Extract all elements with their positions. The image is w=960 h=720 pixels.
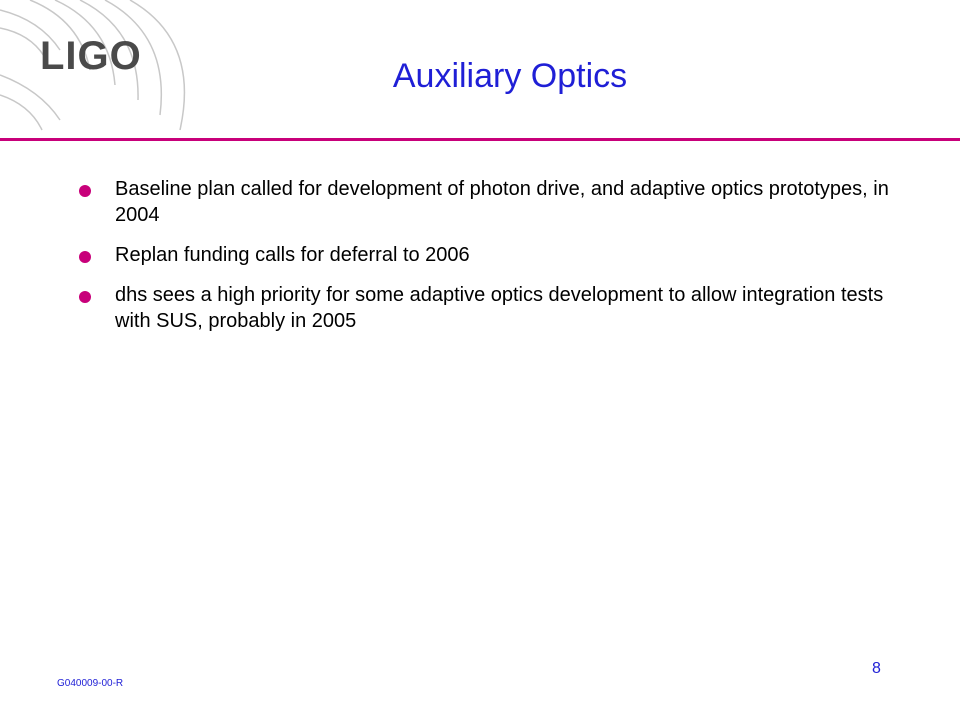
- bullet-text: Replan funding calls for deferral to 2006: [115, 244, 470, 266]
- document-id: G040009-00-R: [57, 678, 124, 689]
- bullet-item: [78, 282, 898, 334]
- bullet-item: [78, 176, 898, 228]
- bullet-item: [78, 242, 898, 268]
- ligo-logo: LIGO: [40, 34, 142, 78]
- bullet-list: [78, 176, 898, 348]
- bullet-text: dhs sees a high priority for some adaptive optics development to allow integration tests with SUS, probably in 2005: [115, 284, 884, 332]
- bullet-text: Baseline plan called for development of photon drive, and adaptive optics prototypes, in 2004: [115, 178, 889, 226]
- bullet-dot-icon: [79, 185, 91, 197]
- bullet-dot-icon: [79, 251, 91, 263]
- bullet-dot-icon: [79, 291, 91, 303]
- page-number: 8: [872, 660, 881, 677]
- slide-title: Auxiliary Optics: [392, 57, 628, 95]
- title-divider: [0, 138, 960, 141]
